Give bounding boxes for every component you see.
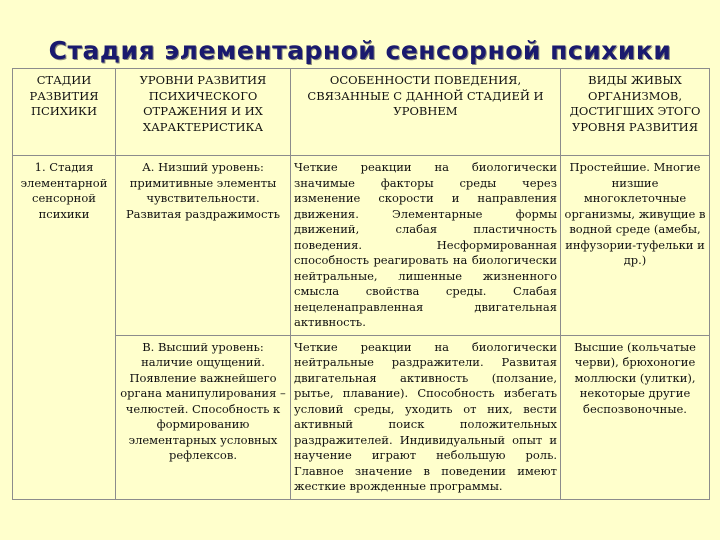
stages-table	[12, 68, 710, 500]
table-row	[13, 156, 710, 336]
stage-cell: 1. Стадия элементарной сенсорной психики	[13, 156, 116, 500]
header-levels: УРОВНИ РАЗВИТИЯ ПСИХИЧЕСКОГО ОТРАЖЕНИЯ И ИХ ХАРАКТЕРИСТИКА	[116, 69, 291, 156]
page-title: Стадия элементарной сенсорной психики	[48, 36, 672, 65]
level-cell: А. Низший уровень: примитивные элементы чувствительности. Развитая раздражимость	[116, 156, 291, 336]
header-organisms: ВИДЫ ЖИВЫХ ОРГАНИЗМОВ, ДОСТИГШИХ ЭТОГО УРОВНЯ РАЗВИТИЯ	[561, 69, 710, 156]
level-cell: В. Высший уровень: наличие ощущений. Появление важнейшего органа манипулирования – челюстей. Способность к формированию элементарных условных рефлексов.	[116, 335, 291, 499]
behavior-cell: Четкие реакции на биологически нейтральные раздражители. Развитая двигательная активность (ползание, рытье, плавание). Способность избегать условий среды, уходить от них, вести активный поиск положительных раздражителей. Индивидуальный опыт и научение играют небольшую роль. Главное значение в поведении имеют жесткие врожденные программы.	[291, 335, 561, 499]
behavior-cell: Четкие реакции на биологически значимые факторы среды через изменение скорости и направления движения. Элементарные формы движений, слабая пластичность поведения. Несформированная способность реагировать на биологически нейтральные, лишенные жизненного смысла свойства среды. Слабая нецеленаправленная двигательная активность.	[291, 156, 561, 336]
header-row	[13, 69, 710, 156]
header-stages: СТАДИИ РАЗВИТИЯ ПСИХИКИ	[13, 69, 116, 156]
organisms-cell: Высшие (кольчатые черви), брюхоногие моллюски (улитки), некоторые другие беспозвоночные.	[561, 335, 710, 499]
organisms-cell: Простейшие. Многие низшие многоклеточные организмы, живущие в водной среде (амебы, инфузории-туфельки и др.)	[561, 156, 710, 336]
table-row	[13, 335, 710, 499]
header-behavior: ОСОБЕННОСТИ ПОВЕДЕНИЯ, СВЯЗАННЫЕ С ДАННОЙ СТАДИЕЙ И УРОВНЕМ	[291, 69, 561, 156]
